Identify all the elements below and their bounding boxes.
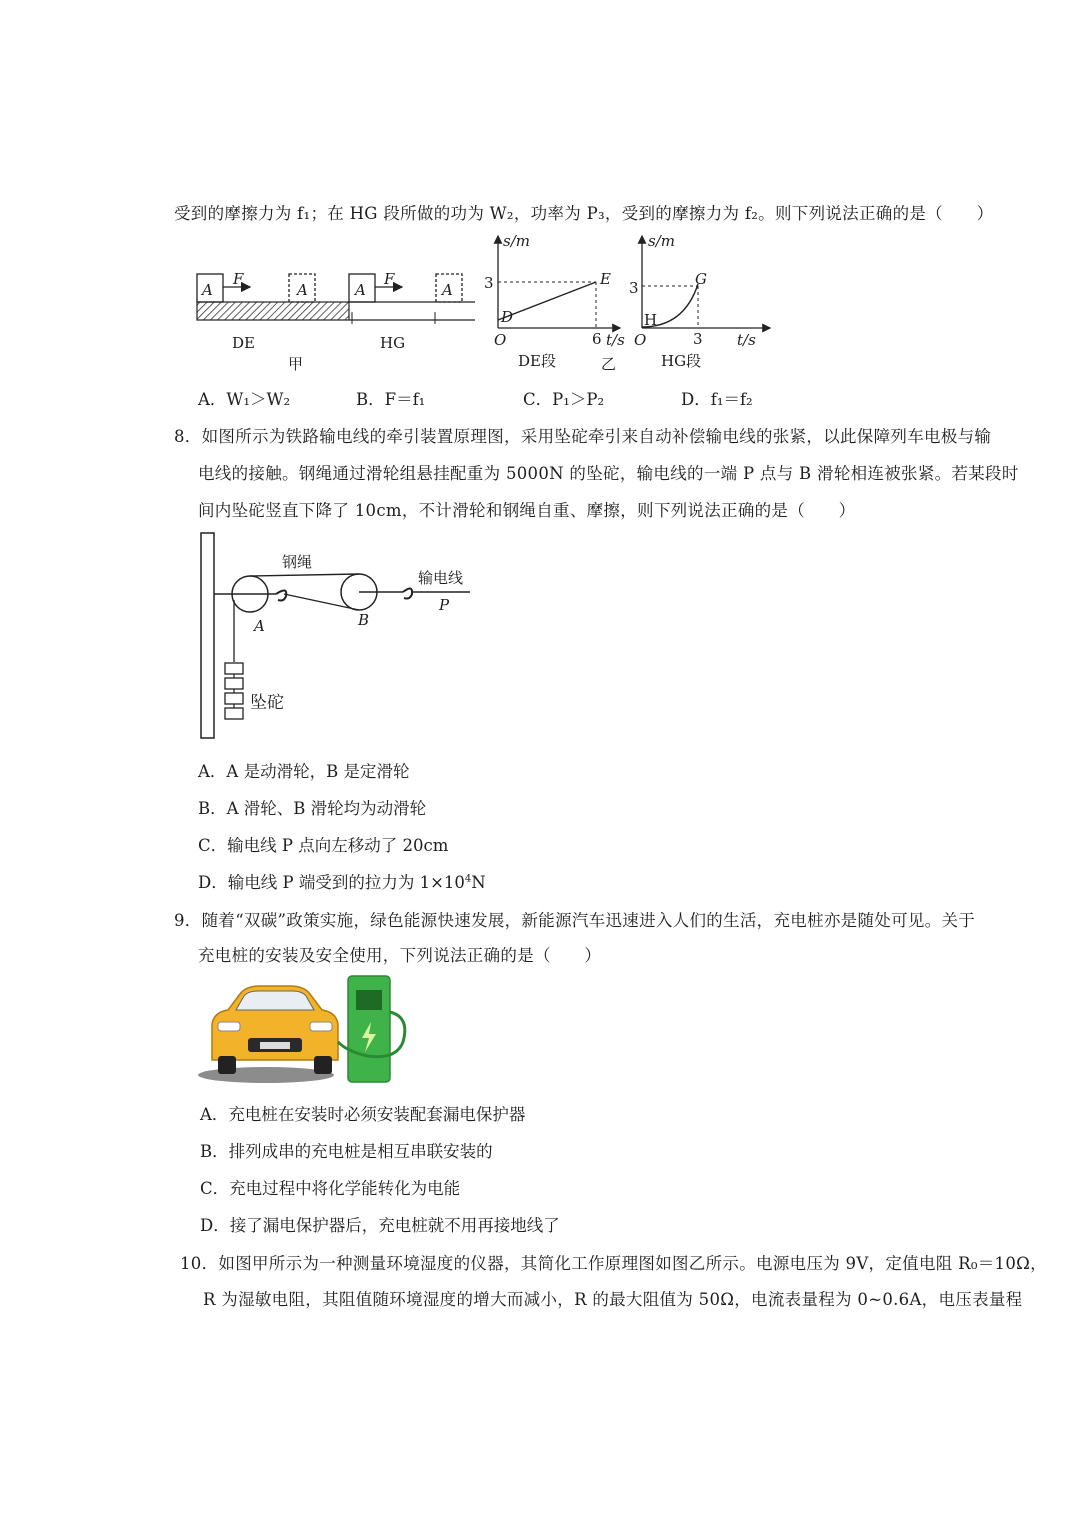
car-plate: [260, 1042, 290, 1049]
hg-y-tick: 3: [629, 279, 639, 297]
de-point-e: E: [600, 270, 611, 288]
q8-option-d-unit: N: [471, 873, 486, 892]
force-label-1: F: [233, 270, 244, 288]
charger-screen: [356, 990, 382, 1010]
figure-caption-yi: 乙: [601, 355, 617, 373]
q7-option-b[interactable]: B．F＝f₁: [356, 390, 426, 409]
hg-origin: O: [634, 331, 647, 349]
q8-line-3: 间内坠砣竖直下降了 10cm，不计滑轮和钢绳自重、摩擦，则下列说法正确的是（ ）: [198, 501, 856, 520]
q8-pulley-figure: [198, 530, 488, 745]
wall-pole: [201, 533, 214, 738]
rope-label: 钢绳: [282, 553, 313, 571]
hook-a: [276, 590, 286, 600]
q10-line-2: R 为湿敏电阻，其阻值随环境湿度的增大而减小，R 的最大阻值为 50Ω，电流表量程为 0~0.6A，电压表量程: [203, 1290, 1023, 1309]
weight-label: 坠砣: [250, 693, 284, 713]
hook-b: [403, 588, 412, 598]
q9-option-d[interactable]: D．接了漏电保护器后，充电桩就不用再接地线了: [200, 1216, 560, 1235]
q10-line-1: 10．如图甲所示为一种测量环境湿度的仪器，其简化工作原理图如图乙所示。电源电压为 9V，定值电阻 R₀＝10Ω，: [180, 1254, 1047, 1273]
de-caption: DE段: [518, 352, 556, 370]
weight-disc-4: [225, 708, 243, 719]
weight-disc-1: [225, 663, 243, 674]
car-wheel-right: [314, 1056, 332, 1074]
de-x-tick: 6: [592, 330, 602, 348]
q8-line-1: 8．如图所示为铁路输电线的牵引装置原理图，采用坠砣牵引来自动补偿输电线的张紧，以此保障列车电极与输: [174, 427, 992, 446]
block-label-a3: A: [355, 281, 366, 299]
steel-rope-bottom: [284, 594, 359, 610]
point-p-label: P: [439, 596, 450, 614]
q7-intro-line: 受到的摩擦力为 f₁；在 HG 段所做的功为 W₂，功率为 P₃，受到的摩擦力为 f₂。则下列说法正确的是（ ）: [174, 204, 994, 223]
hg-x-tick: 3: [693, 330, 703, 348]
q9-option-c[interactable]: C．充电过程中将化学能转化为电能: [200, 1179, 461, 1198]
q7-option-a[interactable]: A．W₁＞W₂: [198, 390, 291, 409]
q7-option-d[interactable]: D．f₁＝f₂: [681, 390, 753, 409]
q8-option-a[interactable]: A．A 是动滑轮，B 是定滑轮: [198, 762, 410, 781]
q8-line-2: 电线的接触。钢绳通过滑轮组悬挂配重为 5000N 的坠砣，输电线的一端 P 点与 B 滑轮相连被张紧。若某段时: [198, 464, 1019, 483]
pulley-a-label: A: [254, 617, 265, 635]
block-label-a2: A: [297, 281, 308, 299]
hg-point-g: G: [695, 270, 707, 288]
q8-option-c[interactable]: C．输电线 P 点向左移动了 20cm: [198, 836, 449, 855]
q9-line-2: 充电桩的安装及安全使用，下列说法正确的是（ ）: [198, 946, 602, 965]
hg-x-axis-label: t/s: [737, 331, 756, 349]
wire-label: 输电线: [418, 569, 464, 587]
q8-option-d-text: D．输电线 P 端受到的拉力为 1×10: [198, 873, 465, 892]
rough-surface-de: [197, 302, 349, 320]
de-y-axis-label: s/m: [503, 232, 530, 250]
car-windshield: [236, 991, 314, 1010]
car-headlight-right: [310, 1022, 332, 1031]
q8-option-d-exponent: 4: [464, 873, 472, 885]
car-wheel-left: [218, 1056, 236, 1074]
de-x-axis-label: t/s: [606, 331, 625, 349]
hg-caption: HG段: [661, 352, 702, 370]
force-label-2: F: [384, 270, 395, 288]
segment-label-hg: HG: [380, 334, 406, 352]
q8-option-d[interactable]: [198, 869, 486, 893]
pulley-b-label: B: [358, 611, 370, 629]
steel-rope-top: [250, 574, 359, 576]
de-y-tick: 3: [484, 274, 494, 292]
segment-label-de: DE: [232, 334, 255, 352]
q7-option-c[interactable]: C．P₁＞P₂: [523, 390, 605, 409]
q8-option-b[interactable]: B．A 滑轮、B 滑轮均为动滑轮: [198, 799, 427, 818]
de-point-d: D: [501, 308, 514, 326]
q9-line-1: 9．随着“双碳”政策实施，绿色能源快速发展，新能源汽车迅速进入人们的生活，充电桩亦是随处可见。关于: [174, 911, 976, 930]
hg-y-axis-label: s/m: [648, 232, 675, 250]
q9-option-b[interactable]: B．排列成串的充电桩是相互串联安装的: [200, 1142, 493, 1161]
q9-option-a[interactable]: A．充电桩在安装时必须安装配套漏电保护器: [200, 1105, 526, 1124]
figure-caption-jia: 甲: [288, 355, 304, 373]
block-label-a1: A: [202, 281, 213, 299]
car-headlight-left: [218, 1022, 240, 1031]
weight-disc-3: [225, 693, 243, 704]
hg-point-h: H: [644, 311, 658, 329]
ev-charging-illustration: [198, 972, 413, 1087]
weight-disc-2: [225, 678, 243, 689]
block-label-a4: A: [442, 281, 453, 299]
de-origin: O: [494, 331, 507, 349]
